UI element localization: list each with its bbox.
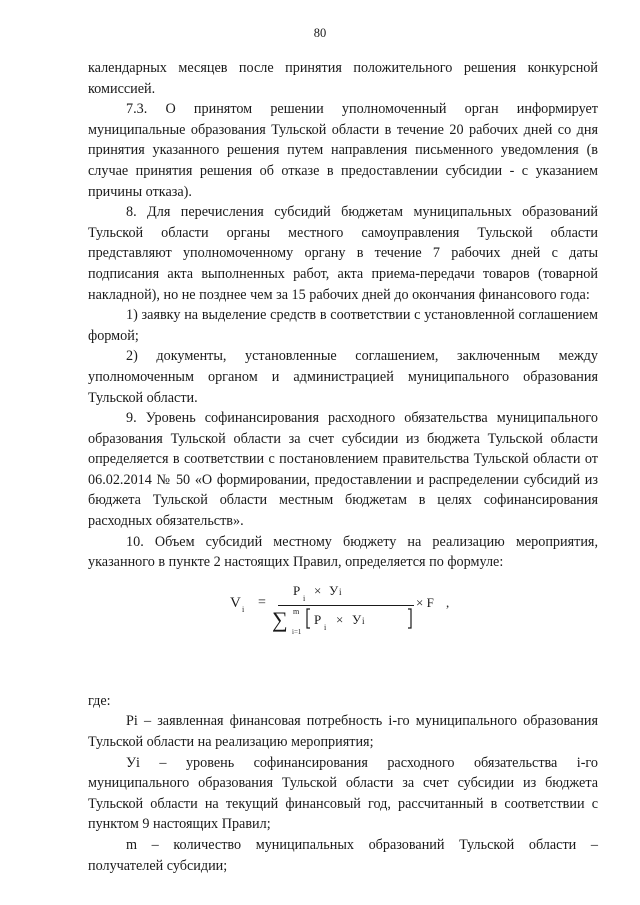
- formula-sum-lower: i=1: [292, 628, 302, 636]
- definition-m: m – количество муниципальных образований Тульской области – получателей субсидии;: [88, 837, 598, 874]
- paragraph-continuation: календарных месяцев после принятия положительного решения конкурсной комиссией.: [88, 60, 598, 97]
- definition-p: Pi – заявленная финансовая потребность i-го муниципального образования Тульской области на реализацию мероприятия;: [88, 713, 598, 751]
- subsidy-formula: [220, 578, 480, 648]
- paragraph-8: 8. Для перечисления субсидий бюджетам муниципальных образований Тульской области органы местного самоуправления Тульской области представляют уполномоченному органу в течение 7 рабочих дней с даты подписания акта выполненных работ, акта приема-передачи товаров (товарной накладной), но не позднее чем за 15 рабочих дней до окончания финансового года:: [88, 204, 598, 303]
- page-number: 80: [313, 26, 327, 40]
- paragraph-8-item-1: 1) заявку на выделение средств в соответствии с установленной соглашением формой;: [88, 307, 598, 344]
- definition-y: Уi – уровень софинансирования расходного обязательства i-го муниципального образования Тульской области за счет субсидии из бюджета Тульской области на текущий финансовый год, рассчитанный в соответствии с пунктом 9 настоящих Правил;: [88, 754, 598, 833]
- formula-den-y-sub: i: [362, 616, 365, 626]
- formula-num-y: У: [329, 583, 339, 598]
- paragraph-9: 9. Уровень софинансирования расходного обязательства муниципального образования Тульской области за счет субсидии из бюджета Тульской области определяется в соответствии с постановлением правительства Тульской области от 06.02.2014 № 50 «О формировании, предоставлении и распределении субсидий из бюджета Тульской области местным бюджетам в целях софинансирования расходных обязательств».: [88, 410, 598, 530]
- formula-sum-upper: m: [293, 607, 300, 616]
- formula-sum-symbol: ∑: [272, 607, 288, 632]
- formula-den-y: У: [352, 612, 362, 627]
- formula-lhs: V: [230, 595, 241, 611]
- formula-num-times: ×: [314, 583, 322, 598]
- formula-num-y-sub: i: [339, 587, 342, 597]
- formula-den-p-sub: i: [324, 623, 327, 632]
- paragraph-8-item-2: 2) документы, установленные соглашением, заключенным между уполномоченным органом и администрацией муниципального образования Тульской области.: [88, 348, 598, 406]
- paragraph-10: 10. Объем субсидий местному бюджету на реализацию мероприятия, указанного в пункте 2 настоящих Правил, определяется по формуле:: [88, 533, 598, 571]
- formula-brackets: [220, 578, 480, 648]
- formula-comma: ,: [446, 595, 450, 610]
- formula-equals: =: [258, 595, 266, 610]
- paragraph-7-3: 7.3. О принятом решении уполномоченный орган информирует муниципальные образования Тульской области в течение 20 рабочих дней со дня принятия указанного решения путем направления письменного уведомления (в случае принятия решения об отказе в предоставлении субсидии - с указанием причины отказа).: [88, 101, 598, 200]
- formula-den-p: P: [314, 612, 322, 627]
- formula-num-p: P: [293, 583, 301, 598]
- where-label: где:: [88, 692, 111, 709]
- formula-lhs-sub: i: [242, 605, 245, 614]
- formula-times-f: × F: [416, 595, 434, 610]
- document-body: [88, 58, 598, 876]
- formula-num-p-sub: i: [303, 594, 306, 603]
- formula-den-times: ×: [336, 612, 344, 627]
